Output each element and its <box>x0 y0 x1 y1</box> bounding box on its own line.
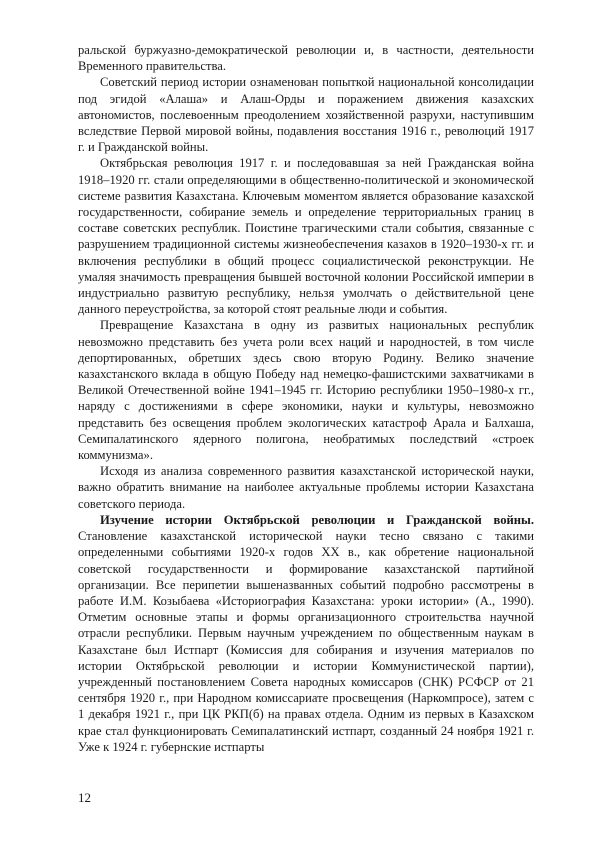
document-page <box>78 42 534 755</box>
section-heading: Изучение истории Октябрьской революции и Гражданской войны. <box>100 512 534 527</box>
paragraph-1: ральской буржуазно-демократической революции и, в частности, деятельности Временного правительства. <box>78 43 534 74</box>
paragraph-4: Превращение Казахстана в одну из развитых национальных республик невозможно представить без учета роли всех наций и народностей, в том числе депортированных, обретших здесь свою вторую Родину. Велико значение казахстанского вклада в общую Победу над немецко-фашистскими захватчиками в Великой Отечественной войне 1941–1945 гг. Историю республики 1950–1980-х гг., наряду с достижениями в сфере экономики, науки и культуры, невозможно представить без освещения проблем экологических катастроф Арала и Балхаша, Семипалатинского ядерного полигона, необратимых последствий «строек коммунизма». <box>78 318 534 463</box>
section-paragraph <box>78 512 534 755</box>
section-body: Становление казахстанской исторической науки тесно связано с такими определенными событиями 1920-х годов XX в., как обретение национальной советской государственности и формирование казахстанской партийной организации. Все перипетии вышеназванных событий подробно рассмотрены в работе И.М. Козыбаева «Историография Казахстана: уроки истории» (А., 1990). Отметим основные этапы и формы организационного строительства научной отрасли республики. Первым научным учреждением по общественным наукам в Казахстане был Истпарт (Комиссия для собирания и изучения материалов по истории Октябрьской революции и истории Коммунистической партии), учрежденный постановлением Совета народных комиссаров (СНК) РСФСР от 21 сентября 1920 г., при Народном комиссариате просвещения (Наркомпросе), затем с 1 декабря 1921 г., при ЦК РКП(б) на правах отдела. Одним из первых в Казахском крае стал функционировать Семипалатинский истпарт, созданный 24 ноября 1921 г. Уже к 1924 г. губернские истпарты <box>78 529 534 754</box>
paragraph-3: Октябрьская революция 1917 г. и последовавшая за ней Гражданская война 1918–1920 гг. стали определяющими в общественно-политической и экономической системе развития Казахстана. Ключевым моментом является образование казахской государственности, собирание земель и определение территориальных границ в составе советских республик. Поистине трагическими стали события, связанные с разрушением традиционной системы жизнеобеспечения казахов в 1920–1930-х гг. и включения республики в общий процесс социалистической реконструкции. Не умаляя значимость превращения бывшей восточной колонии Российской империи в индустриально развитую республику, нельзя умолчать о действительной цене данного переустройства, за которой стоят реальные люди и события. <box>78 156 534 317</box>
paragraph-2: Советский период истории ознаменован попыткой национальной консолидации под эгидой «Алаша» и Алаш-Орды и поражением движения казахских автономистов, послевоенным преодолением хозяйственной разрухи, наступившим вследствие Первой мировой войны, подавления восстания 1916 г., революций 1917 г. и Гражданской войны. <box>78 75 534 155</box>
page-number: 12 <box>78 790 91 805</box>
paragraph-5: Исходя из анализа современного развития казахстанской исторической науки, важно обратить внимание на наиболее актуальные проблемы истории Казахстана советского периода. <box>78 464 534 511</box>
